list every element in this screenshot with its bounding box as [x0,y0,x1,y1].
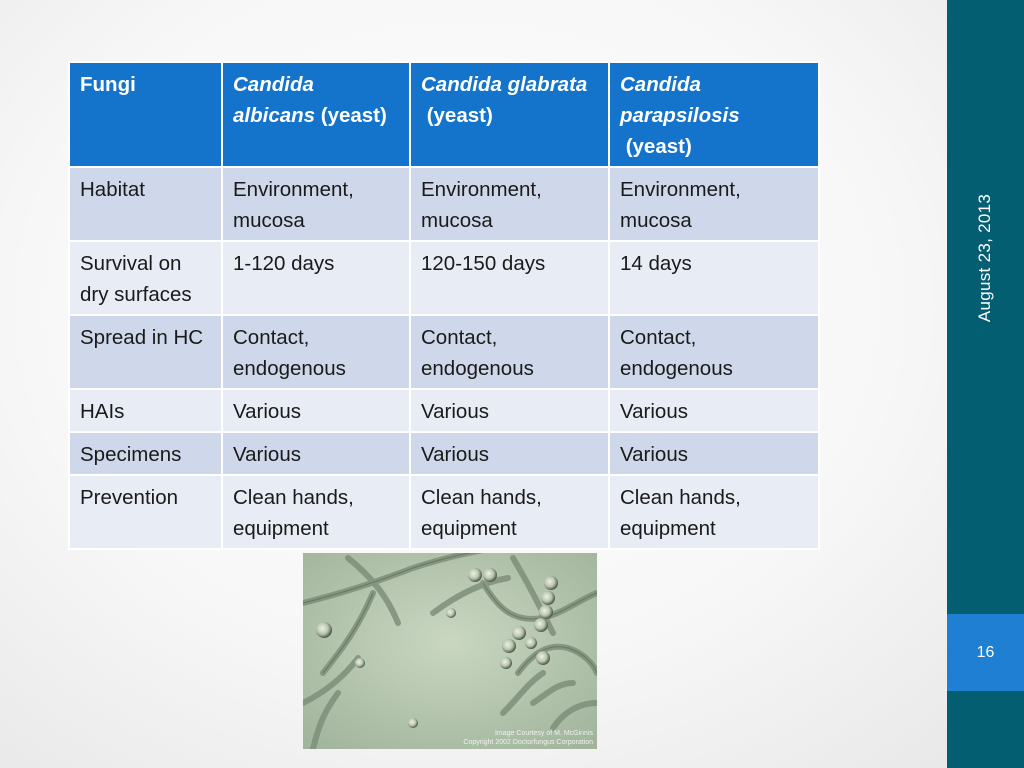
row-label: Survival on dry surfaces [69,241,222,315]
table-cell: Various [609,389,819,432]
slide-date: August 23, 2013 [975,193,994,323]
header-fungi: Fungi [69,62,222,167]
row-label: HAIs [69,389,222,432]
header-species-suffix: (yeast) [421,104,493,127]
row-label: Specimens [69,432,222,475]
header-species-name: Candida albicans [233,73,316,127]
table-cell: 1-120 days [222,241,410,315]
image-credit [463,729,593,747]
table-header-row [69,62,819,167]
table-cell: Clean hands, equipment [222,475,410,549]
table-row [69,315,819,389]
table-cell: 14 days [609,241,819,315]
header-species-suffix: (yeast) [315,104,387,127]
table-cell: Environment, mucosa [609,167,819,241]
table-cell: Various [410,389,609,432]
table-cell: 120-150 days [410,241,609,315]
credit-line: Copyright 2002 Doctorfungus Corporation [463,739,593,746]
table-cell: Contact, endogenous [222,315,410,389]
table-row [69,432,819,475]
row-label: Spread in HC [69,315,222,389]
candida-micrograph [303,553,597,749]
table-cell: Contact, endogenous [609,315,819,389]
header-candida-parapsilosis [609,62,819,167]
table-cell: Clean hands, equipment [609,475,819,549]
header-species-name: Candida glabrata [421,73,588,96]
credit-line: Image Courtesy of M. McGinnis [494,730,593,737]
micrograph-illustration [303,553,597,749]
table-row [69,241,819,315]
header-species-name: Candida parapsilosis [620,73,740,127]
table-cell: Environment, mucosa [222,167,410,241]
header-candida-glabrata [410,62,609,167]
page-number: 16 [947,614,1024,691]
fungi-table [68,61,820,550]
row-label: Prevention [69,475,222,549]
table-cell: Environment, mucosa [410,167,609,241]
table-cell: Various [222,432,410,475]
table-cell: Various [410,432,609,475]
table-row [69,475,819,549]
table-cell: Various [222,389,410,432]
table-row [69,389,819,432]
header-species-suffix: (yeast) [620,135,692,158]
table-cell: Contact, endogenous [410,315,609,389]
table-cell: Various [609,432,819,475]
header-candida-albicans [222,62,410,167]
table-cell: Clean hands, equipment [410,475,609,549]
row-label: Habitat [69,167,222,241]
table-row [69,167,819,241]
